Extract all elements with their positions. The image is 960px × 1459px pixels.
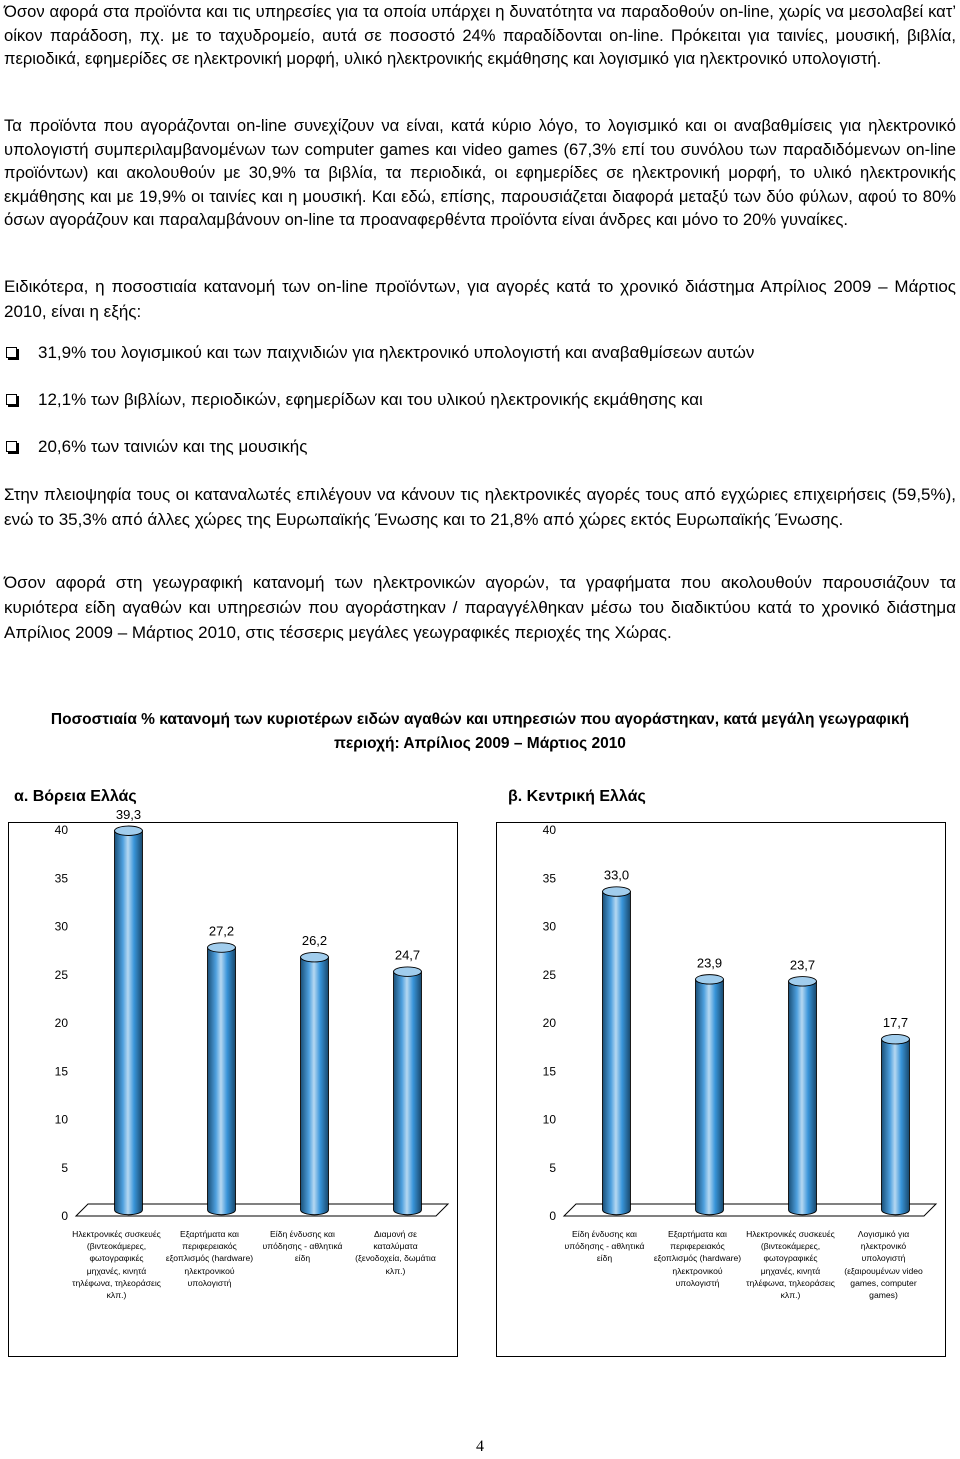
y-tick-label: 30 xyxy=(542,919,556,934)
y-tick-label: 25 xyxy=(54,967,68,982)
bar-body xyxy=(882,1039,910,1215)
list-item xyxy=(4,340,956,387)
bullet-list xyxy=(4,340,956,481)
y-tick-label: 40 xyxy=(542,823,556,837)
data-label: 24,7 xyxy=(394,947,421,963)
page-number: 4 xyxy=(476,1438,484,1455)
bar-body xyxy=(115,831,143,1215)
category-label: Εξαρτήματα και περιφερειακός εξοπλισμός (hardware) ηλεκτρονικού υπολογιστή xyxy=(165,1229,254,1288)
y-tick-label: 20 xyxy=(542,1016,556,1030)
y-tick-label: 25 xyxy=(542,967,556,982)
bar-top xyxy=(115,826,143,835)
bullet-text: 12,1% των βιβλίων, περιοδικών, εφημερίδων και του υλικού ηλεκτρονικής εκμάθησης και xyxy=(38,390,703,409)
y-tick-label: 35 xyxy=(542,871,556,886)
bar-top xyxy=(882,1034,910,1043)
bar-top xyxy=(789,977,817,986)
chart-a-subtitle: α. Βόρεια Ελλάς xyxy=(14,788,137,805)
data-label: 26,2 xyxy=(301,933,328,949)
bar-body xyxy=(394,972,422,1215)
category-label: Είδη ένδυσης και υπόδησης - αθλητικά είδη xyxy=(262,1229,343,1264)
category-label: Ηλεκτρονικές συσκευές (βιντεοκάμερες, φωτογραφικές μηχανές, κινητά τηλέφωνα, τηλεοράσεις κλπ.) xyxy=(72,1229,161,1301)
bar xyxy=(696,975,724,1215)
bar xyxy=(115,826,143,1215)
bar-top xyxy=(696,975,724,984)
bar xyxy=(882,1034,910,1214)
bar-top xyxy=(301,952,329,961)
paragraph-products-online: Τα προϊόντα που αγοράζονται on-line συνεχίζουν να είναι, κατά κύριο λόγο, το λογισμικό και οι αναβαθμίσεις για ηλεκτρονικό υπολογιστή συμπεριλαμβανομένων των computer games και video games (67,3% επί του συνόλου των παραδιδόμενων on-line προϊόντων) και ακολουθούν με 30,9% τα βιβλία, τα περιοδικά, οι εφημερίδες σε ηλεκτρονική μορφή, το υλικό ηλεκτρονικής εκμάθησης και με 19,9% οι ταινίες και η μουσική. Και εδώ, επίσης, παρουσιάζεται διαφορά μεταξύ των δύο φύλων, αφού το 80% όσων αγοράζουν και παραλαμβάνουν on-line τα προαναφερθέντα προϊόντα είναι άνδρες και μόνο το 20% γυναίκες. xyxy=(4,116,956,230)
bar xyxy=(208,943,236,1215)
bar-body xyxy=(603,892,631,1215)
checkbox-bullet-icon xyxy=(6,441,17,452)
list-item xyxy=(4,434,956,481)
figure-title: Ποσοστιαία % κατανομή των κυριοτέρων ειδών αγαθών και υπηρεσιών που αγοράστηκαν, κατά μεγάλη γεωγραφική περιοχή: Απρίλιος 2009 – Μάρτιος 2010 xyxy=(50,711,910,752)
bullet-text: 31,9% του λογισμικού και των παιχνιδιών για ηλεκτρονικό υπολογιστή και αναβαθμίσεων αυτών xyxy=(38,343,755,362)
bar-body xyxy=(208,948,236,1215)
paragraph-consumer-origin: Στην πλειοψηφία τους οι καταναλωτές επιλέγουν να κάνουν τις ηλεκτρονικές αγορές τους από εγχώριες επιχειρήσεις (59,5%), ενώ το 35,3% από άλλες χώρες της Ευρωπαϊκής Ένωσης και το 21,8% από χώρες εκτός Ευρωπαϊκής Ένωσης. xyxy=(4,485,956,529)
bar xyxy=(603,887,631,1215)
y-tick-label: 20 xyxy=(54,1016,68,1030)
paragraph-geographic-intro: Όσον αφορά στη γεωγραφική κατανομή των ηλεκτρονικών αγορών, τα γραφήματα που ακολουθούν παρουσιάζουν τα κυριότερα είδη αγαθών και υπηρεσιών που αγοράστηκαν / παραγγέλθηκαν μέσω του διαδικτύου κατά το χρονικό διάστημα Απρίλιος 2009 – Μάρτιος 2010, στις τέσσερις μεγάλες γεωγραφικές περιοχές της Χώρας. xyxy=(4,573,956,642)
bar-body xyxy=(789,981,817,1214)
category-label: Είδη ένδυσης και υπόδησης - αθλητικά είδη xyxy=(564,1229,645,1264)
data-label: 39,3 xyxy=(115,806,142,822)
bar-body xyxy=(696,979,724,1214)
y-tick-label: 10 xyxy=(542,1112,556,1127)
y-tick-label: 40 xyxy=(54,823,68,837)
bar xyxy=(394,967,422,1215)
checkbox-bullet-icon xyxy=(6,394,17,405)
bar-top xyxy=(603,887,631,896)
data-label: 23,7 xyxy=(789,957,816,973)
data-label: 33,0 xyxy=(603,867,630,883)
category-label: Εξαρτήματα και περιφερειακός εξοπλισμός (hardware) ηλεκτρονικού υπολογιστή xyxy=(653,1229,742,1288)
y-tick-label: 15 xyxy=(54,1064,68,1079)
data-label: 17,7 xyxy=(882,1015,909,1031)
category-label: Διαμονή σε καταλύματα (ξενοδοχεία, δωμάτια κλπ.) xyxy=(355,1229,436,1276)
bar-top xyxy=(394,967,422,976)
y-tick-label: 35 xyxy=(54,871,68,886)
category-label: Ηλεκτρονικές συσκευές (βιντεοκάμερες, φωτογραφικές μηχανές, κινητά τηλέφωνα, τηλεοράσεις κλπ.) xyxy=(746,1229,835,1301)
data-label: 27,2 xyxy=(208,923,235,939)
bar-chart-north-greece xyxy=(8,806,458,1357)
bar-body xyxy=(301,957,329,1215)
category-label: Λογισμικό για ηλεκτρονικό υπολογιστή (εξαιρουμένων video games, computer games) xyxy=(844,1229,923,1301)
bar xyxy=(789,977,817,1215)
data-label: 23,9 xyxy=(696,955,723,971)
y-tick-label: 10 xyxy=(54,1112,68,1127)
y-tick-label: 30 xyxy=(54,919,68,934)
chart-b-subtitle: β. Κεντρική Ελλάς xyxy=(508,788,646,805)
checkbox-bullet-icon xyxy=(6,347,17,358)
y-tick-label: 0 xyxy=(549,1209,556,1223)
bar-chart-central-greece xyxy=(496,822,946,1357)
y-tick-label: 5 xyxy=(61,1160,68,1175)
y-tick-label: 5 xyxy=(549,1160,556,1175)
y-tick-label: 0 xyxy=(61,1209,68,1223)
list-item xyxy=(4,387,956,434)
bar-top xyxy=(208,943,236,952)
bar xyxy=(301,952,329,1214)
paragraph-online-delivery: Όσον αφορά στα προϊόντα και τις υπηρεσίες για τα οποία υπάρχει η δυνατότητα να παραδοθούν on-line, χωρίς να μεσολαβεί κατ’ οίκον παράδοση, πχ. με το ταχυδρομείο, αυτά σε ποσοστό 24% παραδίδονται on-line. Πρόκειται για ταινίες, μουσική, βιβλία, περιοδικά, εφημερίδες σε ηλεκτρονική μορφή, υλικό ηλεκτρονικής εκμάθησης και λογισμικό για ηλεκτρονικό υπολογιστή. xyxy=(4,2,956,69)
bullet-text: 20,6% των ταινιών και της μουσικής xyxy=(38,437,308,456)
paragraph-distribution-intro: Ειδικότερα, η ποσοστιαία κατανομή των on-line προϊόντων, για αγορές κατά το χρονικό διάστημα Απρίλιος 2009 – Μάρτιος 2010, είναι η εξής: xyxy=(4,277,956,321)
y-tick-label: 15 xyxy=(542,1064,556,1079)
